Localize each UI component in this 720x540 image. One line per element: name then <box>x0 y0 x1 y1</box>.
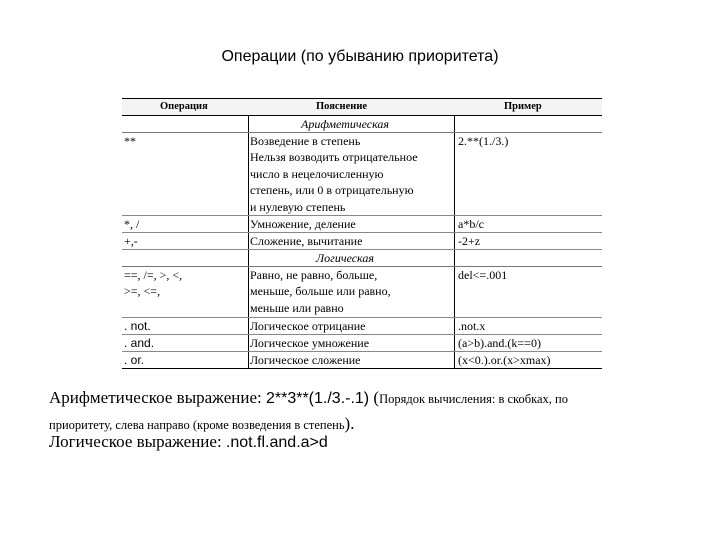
op-line: >=, <=, <box>124 284 161 299</box>
op-cell <box>124 267 242 300</box>
table-row <box>122 133 602 216</box>
table-row <box>122 233 602 250</box>
desc-cell: Умножение, деление <box>250 217 356 231</box>
desc-cell <box>250 267 442 316</box>
op-line: ==, /=, >, <, <box>124 268 183 282</box>
example-cell: del<=.001 <box>458 268 508 282</box>
desc-line: степень, или 0 в отрицательную <box>250 183 414 198</box>
desc-cell <box>250 133 442 215</box>
op-cell: ** <box>124 134 136 148</box>
arith-label: Арифметическое выражение: <box>49 388 266 407</box>
arith-note: Порядок вычисления: в скобках, по <box>379 392 568 406</box>
desc-cell: Логическое отрицание <box>250 319 366 333</box>
header-example: Пример <box>504 101 542 112</box>
op-cell: +,- <box>124 234 138 248</box>
desc-line: Возведение в степень <box>250 134 361 148</box>
logical-expression <box>49 432 328 452</box>
page-title: Операции (по убыванию приоритета) <box>221 48 499 65</box>
example-cell: (x<0.).or.(x>xmax) <box>458 353 551 367</box>
desc-line: Нельзя возводить отрицательное <box>250 150 418 165</box>
table-row <box>122 318 602 335</box>
header-operation: Операция <box>160 101 208 112</box>
op-cell: . or. <box>124 353 145 367</box>
desc-line: меньше, больше или равно, <box>250 284 391 299</box>
section-label: Логическая <box>316 251 374 265</box>
header-explanation: Пояснение <box>316 101 368 112</box>
example-cell: -2+z <box>458 234 481 248</box>
table-row <box>122 352 602 369</box>
logic-code: .not.fl.and.a>d <box>225 434 328 451</box>
arithmetic-note-continued <box>49 414 354 434</box>
table-header <box>122 98 602 116</box>
desc-cell: Сложение, вычитание <box>250 234 363 248</box>
example-cell: 2.**(1./3.) <box>458 134 509 148</box>
example-cell: a*b/c <box>458 217 484 231</box>
example-cell: .not.x <box>458 319 486 333</box>
table-row <box>122 335 602 352</box>
section-logical <box>122 250 602 267</box>
table-row <box>122 267 602 318</box>
arith-close: ). <box>344 414 355 433</box>
arith-code: 2**3**(1./3.-.1) <box>265 390 370 407</box>
logic-label: Логическое выражение: <box>49 432 226 451</box>
section-label: Арифметическая <box>301 117 389 131</box>
arith-note-2: приоритету, слева направо (кроме возведения в степень <box>49 418 345 432</box>
section-arithmetic <box>122 116 602 133</box>
desc-line: меньше или равно <box>250 300 344 315</box>
desc-line: число в нецелочисленную <box>250 166 384 181</box>
desc-line: Равно, не равно, больше, <box>250 268 378 282</box>
arithmetic-expression <box>49 388 568 408</box>
arith-paren: ( <box>369 388 380 407</box>
op-cell: *, / <box>124 217 140 231</box>
example-cell: (a>b).and.(k==0) <box>458 336 541 350</box>
op-cell: . and. <box>124 336 155 350</box>
desc-line: и нулевую степень <box>250 199 346 214</box>
op-cell: . not. <box>124 319 151 333</box>
desc-cell: Логическое умножение <box>250 336 370 350</box>
operations-table <box>122 98 602 369</box>
table-row <box>122 216 602 233</box>
desc-cell: Логическое сложение <box>250 353 361 367</box>
